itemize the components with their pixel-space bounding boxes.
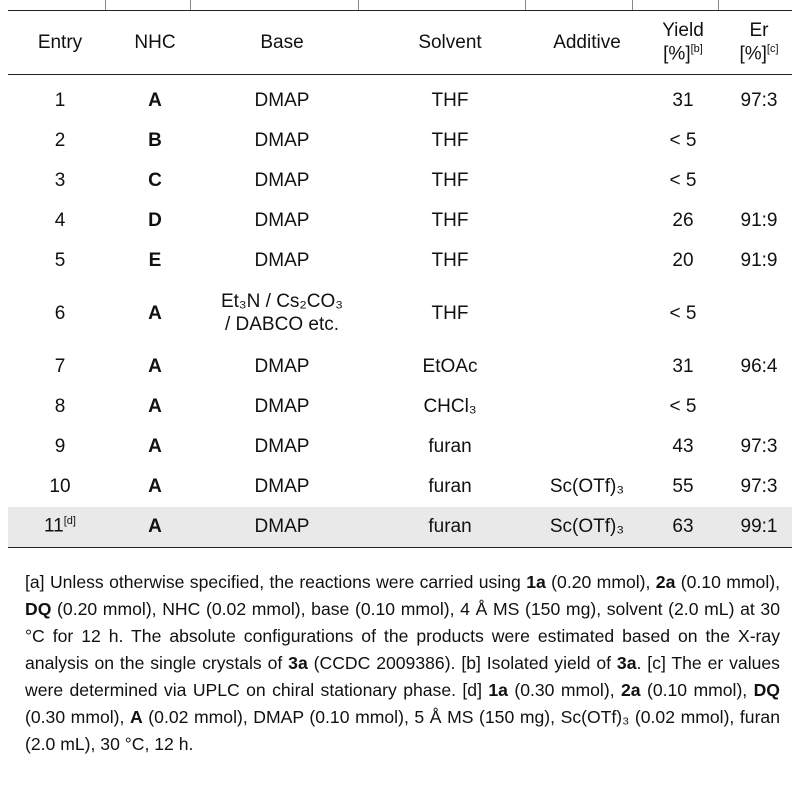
cell-base-line2: / DABCO etc. — [224, 314, 340, 335]
footnote-text: (0.20 mmol), NHC (0.02 mmol), base (0.10 mmol), 4 Å MS (150 mg), solvent (2.0 mL) at 30 °C for 12 h. The absolute configurations of the products were estimated based on the X-ray analysis on the single crystals of — [25, 599, 780, 673]
cell-entry: 1 — [54, 89, 66, 111]
table-row — [8, 281, 792, 347]
footnote-text: (0.30 mmol), — [25, 707, 131, 727]
cell-yield: 31 — [672, 89, 694, 111]
cell-solvent: THF — [431, 209, 469, 231]
table-row — [8, 387, 792, 427]
cell-entry: 9 — [54, 435, 66, 457]
footnote-compound: A — [130, 707, 143, 727]
cell-solvent: CHCl₃ — [423, 395, 477, 417]
header-entry: Entry — [37, 31, 83, 53]
cell-base: DMAP — [254, 475, 310, 497]
footnote-compound: DQ — [25, 599, 52, 619]
cell-nhc: C — [148, 169, 162, 191]
cell-yield: 55 — [672, 475, 694, 497]
header-er — [726, 12, 792, 75]
cell-additive: Sc(OTf)₃ — [534, 507, 640, 548]
footnote-text: (0.10 mmol), — [675, 572, 780, 592]
cell-nhc: A — [148, 355, 162, 377]
footnote-text: (0.02 mmol), DMAP (0.10 mmol), 5 Å MS (150 mg), Sc(OTf)₃ (0.02 mmol), furan (2.0 mL), 30 °C, 12 h. — [25, 707, 780, 754]
header-solvent: Solvent — [418, 31, 482, 53]
table-row — [8, 161, 792, 201]
cell-additive — [534, 281, 640, 347]
cell-er: 97:3 — [740, 435, 778, 457]
cell-base: DMAP — [254, 169, 310, 191]
cell-er: 99:1 — [726, 507, 792, 548]
cell-nhc: A — [148, 475, 162, 497]
cell-additive — [534, 121, 640, 161]
footnote-compound: 3a — [616, 653, 637, 673]
cell-er: 97:3 — [740, 89, 778, 111]
header-additive: Additive — [553, 31, 621, 53]
footnote-compound: 2a — [620, 680, 641, 700]
cell-yield: 43 — [672, 435, 694, 457]
top-tick — [190, 0, 191, 10]
table-footnote — [25, 569, 780, 758]
top-tick — [632, 0, 633, 10]
table-row-highlighted — [8, 507, 792, 548]
cell-entry: 2 — [54, 129, 66, 151]
cell-base: DMAP — [254, 249, 310, 271]
cell-base: DMAP — [254, 209, 310, 231]
table-row — [8, 121, 792, 161]
cell-base: DMAP — [254, 355, 310, 377]
cell-base — [198, 281, 366, 347]
footnote-compound: 3a — [288, 653, 308, 673]
cell-yield: < 5 — [669, 129, 697, 151]
cell-entry-note: [d] — [63, 515, 76, 528]
cell-yield: < 5 — [669, 395, 697, 417]
cell-solvent: THF — [431, 89, 469, 111]
table-row — [8, 347, 792, 387]
top-tick — [718, 0, 719, 10]
cell-solvent: THF — [431, 129, 469, 151]
footnote-text: (CCDC 2009386). [b] Isolated yield of — [307, 653, 617, 673]
header-base: Base — [260, 31, 304, 53]
cell-solvent: EtOAc — [422, 355, 478, 377]
cell-additive — [534, 347, 640, 387]
cell-er — [726, 387, 792, 427]
cell-entry: 3 — [54, 169, 66, 191]
top-tick — [525, 0, 526, 10]
cell-base: DMAP — [198, 507, 366, 548]
footnote-text: (0.20 mmol), — [545, 572, 656, 592]
top-tick — [358, 0, 359, 10]
cell-base: DMAP — [254, 395, 310, 417]
footnote-text: . [c] The er values were determined via UPLC on chiral stationary phase. [d] — [25, 653, 780, 700]
cell-additive: Sc(OTf)₃ — [549, 475, 625, 497]
cell-yield: < 5 — [669, 302, 697, 324]
table-row — [8, 467, 792, 507]
cell-yield: 63 — [640, 507, 726, 548]
cell-base: DMAP — [254, 129, 310, 151]
header-yield — [640, 12, 726, 75]
header-yield-note: [b] — [690, 42, 703, 55]
cell-er: 91:9 — [740, 249, 778, 271]
table-row — [8, 241, 792, 281]
cell-nhc: D — [148, 209, 162, 231]
cell-base: DMAP — [254, 435, 310, 457]
header-row — [8, 12, 792, 75]
header-er-note: [c] — [766, 42, 779, 55]
cell-entry-number: 11 — [44, 515, 64, 537]
cell-entry: 8 — [54, 395, 66, 417]
header-yield-label: Yield — [662, 20, 704, 42]
table-top-rule — [8, 10, 792, 11]
header-er-label: Er — [749, 20, 769, 42]
cell-yield: 20 — [672, 249, 694, 271]
cell-additive — [534, 241, 640, 281]
footnote-compound: 1a — [526, 572, 546, 592]
cell-solvent: THF — [431, 169, 469, 191]
cell-solvent: furan — [366, 507, 534, 548]
footnote-text: (0.30 mmol), — [507, 680, 621, 700]
cell-entry: 10 — [49, 475, 71, 497]
cell-nhc: A — [148, 302, 162, 324]
footnote-text: [a] Unless otherwise specified, the reactions were carried using — [25, 572, 527, 592]
footnote-compound: DQ — [753, 680, 780, 700]
table-row — [8, 427, 792, 467]
cell-er: 97:3 — [740, 475, 778, 497]
cell-additive — [534, 427, 640, 467]
cell-entry: 5 — [54, 249, 66, 271]
cell-nhc: A — [148, 395, 162, 417]
cell-solvent: THF — [431, 249, 469, 271]
cell-solvent: THF — [431, 302, 469, 324]
table-row — [8, 201, 792, 241]
cell-entry: 7 — [54, 355, 66, 377]
cell-er — [726, 161, 792, 201]
cell-entry: 4 — [54, 209, 66, 231]
cell-er: 96:4 — [740, 355, 778, 377]
cell-nhc: A — [148, 89, 162, 111]
cell-er: 91:9 — [740, 209, 778, 231]
table-row — [8, 75, 792, 122]
cell-base-line1: Et₃N / Cs₂CO₃ — [220, 291, 344, 313]
cell-solvent: furan — [428, 475, 472, 497]
cell-nhc: A — [148, 435, 162, 457]
cell-entry — [8, 507, 112, 548]
header-yield-unit: [%] — [663, 43, 691, 65]
footnote-compound: 2a — [655, 572, 676, 592]
cell-er — [726, 281, 792, 347]
cell-additive — [534, 161, 640, 201]
cell-base: DMAP — [254, 89, 310, 111]
cell-entry: 6 — [54, 302, 66, 324]
cell-nhc: B — [148, 129, 162, 151]
cell-yield: 26 — [672, 209, 694, 231]
cell-nhc: A — [112, 507, 198, 548]
results-table — [8, 12, 792, 548]
cell-additive — [534, 75, 640, 122]
cell-yield: 31 — [672, 355, 694, 377]
cell-additive — [534, 201, 640, 241]
cell-yield: < 5 — [669, 169, 697, 191]
header-nhc: NHC — [134, 31, 176, 53]
cell-solvent: furan — [428, 435, 472, 457]
cell-nhc: E — [148, 249, 162, 271]
footnote-text: (0.10 mmol), — [640, 680, 754, 700]
top-tick — [105, 0, 106, 10]
cell-additive — [534, 387, 640, 427]
cell-er — [726, 121, 792, 161]
footnote-compound: 1a — [488, 680, 508, 700]
header-er-unit: [%] — [739, 43, 767, 65]
